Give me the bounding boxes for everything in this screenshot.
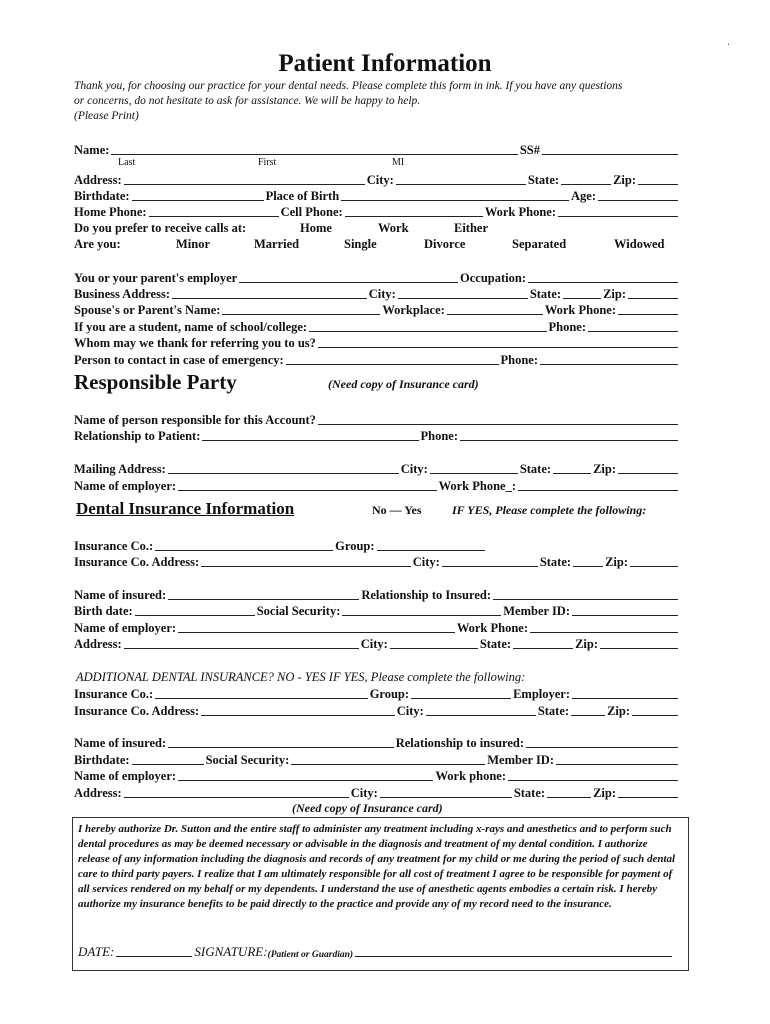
relationship-row [74, 428, 680, 444]
add-ssn-label: Social Security: [205, 753, 290, 767]
age-field[interactable] [598, 200, 678, 201]
add-insured-state-label: State: [513, 786, 546, 800]
add-employer-row [74, 768, 680, 784]
student-phone-label: Phone: [548, 320, 586, 334]
add-city-field[interactable] [426, 715, 536, 716]
add-insured-name-field[interactable] [168, 747, 394, 748]
employer-label: You or your parent's employer [74, 271, 238, 285]
mailing-state-field[interactable] [553, 473, 591, 474]
add-address-field[interactable] [201, 715, 395, 716]
intro-line-2: or concerns, do not hesitate to ask for assistance. We will be happy to help. [74, 95, 421, 107]
emergency-phone-field[interactable] [540, 364, 678, 365]
work-phone-field[interactable] [558, 216, 678, 217]
last-sublabel: Last [118, 157, 136, 168]
mailing-city-field[interactable] [430, 473, 518, 474]
phones-row [74, 204, 680, 220]
responsible-person-label: Name of person responsible for this Account? [74, 413, 316, 427]
add-member-id-label: Member ID: [487, 753, 554, 767]
insurance-city-label: City: [412, 555, 440, 569]
name-row [74, 142, 680, 158]
responsible-work-phone-field[interactable] [518, 490, 678, 491]
student-row [74, 319, 680, 335]
emergency-row [74, 352, 680, 368]
birthdate-field[interactable] [132, 200, 264, 201]
if-yes-note: IF YES, Please complete the following: [452, 503, 647, 517]
spouse-work-phone-field[interactable] [618, 314, 678, 315]
referral-label: Whom may we thank for referring you to us? [74, 336, 316, 350]
student-label: If you are a student, name of school/college: [74, 320, 308, 334]
insurance-address-field[interactable] [201, 566, 411, 567]
prefer-calls-label: Do you prefer to receive calls at: [74, 221, 247, 235]
address-field[interactable] [124, 184, 365, 185]
add-group-label: Group: [369, 687, 410, 701]
business-city-field[interactable] [398, 298, 528, 299]
insured-zip-label: Zip: [575, 637, 598, 651]
insurance-group-field[interactable] [377, 550, 485, 551]
responsible-employer-label: Name of employer: [74, 479, 177, 493]
workplace-label: Workplace: [382, 303, 445, 317]
home-phone-field[interactable] [149, 216, 279, 217]
add-insured-row [74, 735, 680, 751]
insurance-city-field[interactable] [442, 566, 538, 567]
age-label: Age: [571, 189, 596, 203]
occupation-field[interactable] [528, 282, 678, 283]
emergency-phone-label: Phone: [500, 353, 538, 367]
option-widowed[interactable]: Widowed [614, 237, 665, 251]
business-city-label: City: [368, 287, 396, 301]
are-you-label: Are you: [74, 237, 121, 251]
insured-zip-field[interactable] [600, 648, 678, 649]
zip-field[interactable] [638, 184, 678, 185]
spouse-name-field[interactable] [222, 314, 380, 315]
state-field[interactable] [561, 184, 611, 185]
first-sublabel: First [258, 157, 277, 168]
business-state-label: State: [529, 287, 562, 301]
responsible-work-phone-label: Work Phone_: [438, 479, 516, 493]
city-field[interactable] [396, 184, 526, 185]
student-phone-field[interactable] [588, 331, 678, 332]
insured-employer-field[interactable] [178, 632, 455, 633]
add-work-phone-label: Work phone: [435, 769, 506, 783]
add-insured-city-label: City: [350, 786, 378, 800]
option-either[interactable]: Either [454, 221, 489, 235]
insured-address-row [74, 636, 680, 652]
workplace-field[interactable] [447, 314, 543, 315]
insurance-group-label: Group: [335, 539, 375, 553]
insured-relationship-label: Relationship to Insured: [361, 588, 491, 602]
add-employer-name-label: Name of employer: [74, 769, 177, 783]
option-divorce[interactable]: Divorce [424, 237, 466, 251]
spouse-row [74, 302, 680, 318]
add-insured-address-row [74, 785, 680, 801]
dental-insurance-heading: Dental Insurance Information [76, 499, 295, 518]
insured-ssn-field[interactable] [342, 615, 501, 616]
mailing-city-label: City: [400, 462, 428, 476]
relationship-label: Relationship to Patient: [74, 429, 201, 443]
add-member-id-field[interactable] [556, 764, 678, 765]
member-id-label: Member ID: [503, 604, 570, 618]
signature-row [78, 942, 674, 960]
add-employer-name-field[interactable] [178, 780, 433, 781]
additional-note: (Need copy of Insurance card) [292, 801, 443, 815]
insured-ssn-label: Social Security: [256, 604, 341, 618]
mailing-zip-label: Zip: [593, 462, 616, 476]
add-insured-name-label: Name of insured: [74, 736, 167, 750]
business-address-label: Business Address: [74, 287, 170, 301]
business-zip-label: Zip: [603, 287, 626, 301]
add-employer-field[interactable] [572, 698, 678, 699]
mailing-zip-field[interactable] [618, 473, 678, 474]
insured-work-phone-field[interactable] [530, 632, 678, 633]
cell-phone-label: Cell Phone: [280, 205, 343, 219]
mailing-label: Mailing Address: [74, 462, 166, 476]
responsible-employer-field[interactable] [178, 490, 437, 491]
add-state-label: State: [537, 704, 570, 718]
option-separated[interactable]: Separated [512, 237, 567, 251]
add-birth-row [74, 752, 680, 768]
ss-field[interactable] [542, 154, 678, 155]
insured-city-field[interactable] [390, 648, 478, 649]
authorization-text: I hereby authorize Dr. Sutton and the entire staff to administer any treatment including x-rays and anesthetics and to perform such dental procedures as may be deemed necessary or advisable in the diagnosis and treatment of my dental condition. I authorize release of any information including the diagnosis and records of any treatment for my child or me during the period of such dental care to third party payers. I realize that I am ultimately responsible for all cost of treatment I agree to be responsible for payment of all services rendered on my behalf or my dependents. I understand the use of anesthetic agents embodies a certain risk. I hereby authorize my insurance benefits to be paid directly to the practice and provide any of my record need to the insurance. [78, 823, 676, 910]
add-insured-address-field[interactable] [124, 797, 349, 798]
additional-insurance-heading: ADDITIONAL DENTAL INSURANCE? NO - YES IF YES, Please complete the following: [76, 670, 526, 684]
add-work-phone-field[interactable] [508, 780, 678, 781]
corner-mark: · [726, 40, 730, 51]
emergency-label: Person to contact in case of emergency: [74, 353, 284, 367]
add-address-row [74, 703, 680, 719]
referral-field[interactable] [318, 347, 678, 348]
signature-sublabel: (Patient or Guardian) [267, 950, 354, 960]
insurance-state-field[interactable] [573, 566, 603, 567]
add-birthdate-label: Birthdate: [74, 753, 130, 767]
home-phone-label: Home Phone: [74, 205, 147, 219]
name-label: Name: [74, 143, 110, 157]
insured-city-label: City: [360, 637, 388, 651]
add-zip-field[interactable] [632, 715, 678, 716]
insured-relationship-field[interactable] [493, 599, 678, 600]
add-insured-zip-label: Zip: [593, 786, 616, 800]
signature-field[interactable] [355, 956, 672, 957]
spouse-name-label: Spouse's or Parent's Name: [74, 303, 221, 317]
mailing-state-label: State: [519, 462, 552, 476]
place-of-birth-field[interactable] [341, 200, 569, 201]
add-relationship-label: Relationship to insured: [395, 736, 524, 750]
responsible-phone-label: Phone: [420, 429, 458, 443]
insured-name-row [74, 587, 680, 603]
responsible-person-row [74, 412, 680, 428]
name-field[interactable] [111, 154, 517, 155]
option-home[interactable]: Home [300, 221, 332, 235]
add-group-field[interactable] [411, 698, 511, 699]
birthdate-label: Birthdate: [74, 189, 130, 203]
no-yes-choice[interactable]: No — Yes [372, 503, 422, 517]
insured-birth-date-label: Birth date: [74, 604, 133, 618]
city-label: City: [366, 173, 394, 187]
insurance-address-label: Insurance Co. Address: [74, 555, 200, 569]
business-zip-field[interactable] [628, 298, 678, 299]
option-married[interactable]: Married [254, 237, 300, 251]
signature-label: SIGNATURE: [194, 944, 268, 959]
cell-phone-field[interactable] [345, 216, 483, 217]
student-field[interactable] [309, 331, 546, 332]
insured-employer-row [74, 620, 680, 636]
employer-field[interactable] [239, 282, 458, 283]
insured-employer-label: Name of employer: [74, 621, 177, 635]
mi-sublabel: MI [392, 157, 405, 168]
birthdate-row [74, 188, 680, 204]
add-birthdate-field[interactable] [132, 764, 204, 765]
place-of-birth-label: Place of Birth [265, 189, 340, 203]
intro-line-1: Thank you, for choosing our practice for your dental needs. Please complete this form in ink. If you have any questions [74, 80, 623, 92]
add-insured-city-field[interactable] [380, 797, 512, 798]
insurance-company-row [74, 538, 680, 554]
mailing-row [74, 461, 680, 477]
referral-row [74, 335, 680, 351]
insured-birth-date-field[interactable] [135, 615, 255, 616]
add-address-label: Insurance Co. Address: [74, 704, 200, 718]
add-state-field[interactable] [571, 715, 605, 716]
insured-address-field[interactable] [124, 648, 359, 649]
add-relationship-field[interactable] [526, 747, 678, 748]
zip-label: Zip: [613, 173, 636, 187]
work-phone-label: Work Phone: [484, 205, 556, 219]
add-company-field[interactable] [155, 698, 368, 699]
responsible-phone-field[interactable] [460, 440, 678, 441]
ss-label: SS# [519, 143, 540, 157]
occupation-label: Occupation: [460, 271, 526, 285]
responsible-employer-row [74, 478, 680, 494]
emergency-field[interactable] [286, 364, 499, 365]
add-employer-label: Employer: [513, 687, 570, 701]
business-address-field[interactable] [172, 298, 367, 299]
option-work[interactable]: Work [378, 221, 409, 235]
member-id-field[interactable] [572, 615, 678, 616]
insured-name-label: Name of insured: [74, 588, 167, 602]
employer-row [74, 270, 680, 286]
add-insured-state-field[interactable] [547, 797, 591, 798]
business-state-field[interactable] [563, 298, 601, 299]
business-address-row [74, 286, 680, 302]
responsible-party-heading: Responsible Party [74, 370, 237, 394]
add-insured-address-label: Address: [74, 786, 122, 800]
add-zip-label: Zip: [607, 704, 630, 718]
responsible-note: (Need copy of Insurance card) [328, 377, 479, 391]
insurance-address-row [74, 554, 680, 570]
insurance-zip-label: Zip: [605, 555, 628, 569]
address-label: Address: [74, 173, 122, 187]
add-company-label: Insurance Co.: [74, 687, 154, 701]
add-ssn-field[interactable] [291, 764, 485, 765]
address-row [74, 172, 680, 188]
insurance-company-label: Insurance Co.: [74, 539, 154, 553]
insured-state-label: State: [479, 637, 512, 651]
date-label: DATE: [78, 944, 115, 959]
intro-line-3: (Please Print) [74, 110, 139, 122]
insured-work-phone-label: Work Phone: [456, 621, 528, 635]
insured-birth-row [74, 603, 680, 619]
page-title: Patient Information [278, 50, 492, 77]
add-company-row [74, 686, 680, 702]
insured-state-field[interactable] [513, 648, 573, 649]
insured-name-field[interactable] [168, 599, 359, 600]
relationship-field[interactable] [202, 440, 418, 441]
add-insured-zip-field[interactable] [618, 797, 678, 798]
spouse-work-phone-label: Work Phone: [544, 303, 616, 317]
insurance-state-label: State: [539, 555, 572, 569]
responsible-person-field[interactable] [318, 424, 678, 425]
option-minor[interactable]: Minor [176, 237, 211, 251]
option-single[interactable]: Single [344, 237, 377, 251]
date-field[interactable] [116, 956, 192, 957]
insurance-zip-field[interactable] [630, 566, 678, 567]
add-city-label: City: [396, 704, 424, 718]
insured-address-label: Address: [74, 637, 122, 651]
state-label: State: [527, 173, 560, 187]
insurance-company-field[interactable] [155, 550, 333, 551]
mailing-field[interactable] [168, 473, 399, 474]
